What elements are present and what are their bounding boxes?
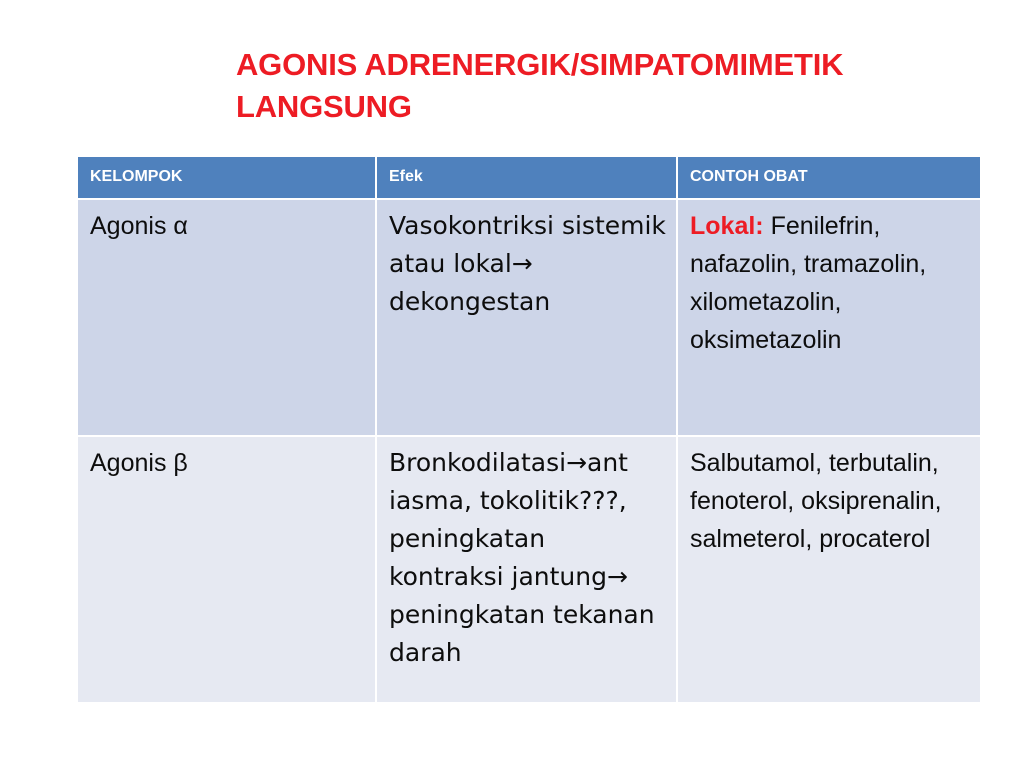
table-header-row	[78, 157, 980, 200]
kelompok-alpha-text: Agonis α	[90, 212, 188, 240]
page-title: AGONIS ADRENERGIK/SIMPATOMIMETIK LANGSUNG	[236, 47, 844, 124]
efek-beta-text: Bronkodilatasi→ant iasma, tokolitik???, peningkatan kontraksi jantung→ peningkatan tekanan darah	[389, 448, 655, 667]
kelompok-beta-text: Agonis β	[90, 449, 188, 477]
column-header-contoh-obat: CONTOH OBAT	[678, 157, 980, 200]
cell-contoh-obat-beta	[678, 437, 980, 704]
table-row	[78, 200, 980, 437]
contoh-obat-alpha-text: Fenilefrin, nafazolin, tramazolin, xilometazolin, oksimetazolin	[690, 212, 927, 354]
cell-efek-alpha	[377, 200, 678, 437]
cell-kelompok-alpha	[78, 200, 377, 437]
table-body	[78, 200, 980, 704]
drug-class-table	[78, 157, 980, 704]
contoh-obat-beta-text: Salbutamol, terbutalin, fenoterol, oksiprenalin, salmeterol, procaterol	[690, 449, 942, 553]
title-block	[236, 44, 976, 128]
cell-contoh-obat-alpha	[678, 200, 980, 437]
column-header-efek: Efek	[377, 157, 678, 200]
contoh-obat-alpha-label: Lokal:	[690, 212, 764, 240]
efek-alpha-text: Vasokontriksi sistemik atau lokal→ dekongestan	[389, 211, 666, 316]
column-header-kelompok: KELOMPOK	[78, 157, 377, 200]
table-header	[78, 157, 980, 200]
cell-kelompok-beta	[78, 437, 377, 704]
cell-efek-beta	[377, 437, 678, 704]
table-row	[78, 437, 980, 704]
